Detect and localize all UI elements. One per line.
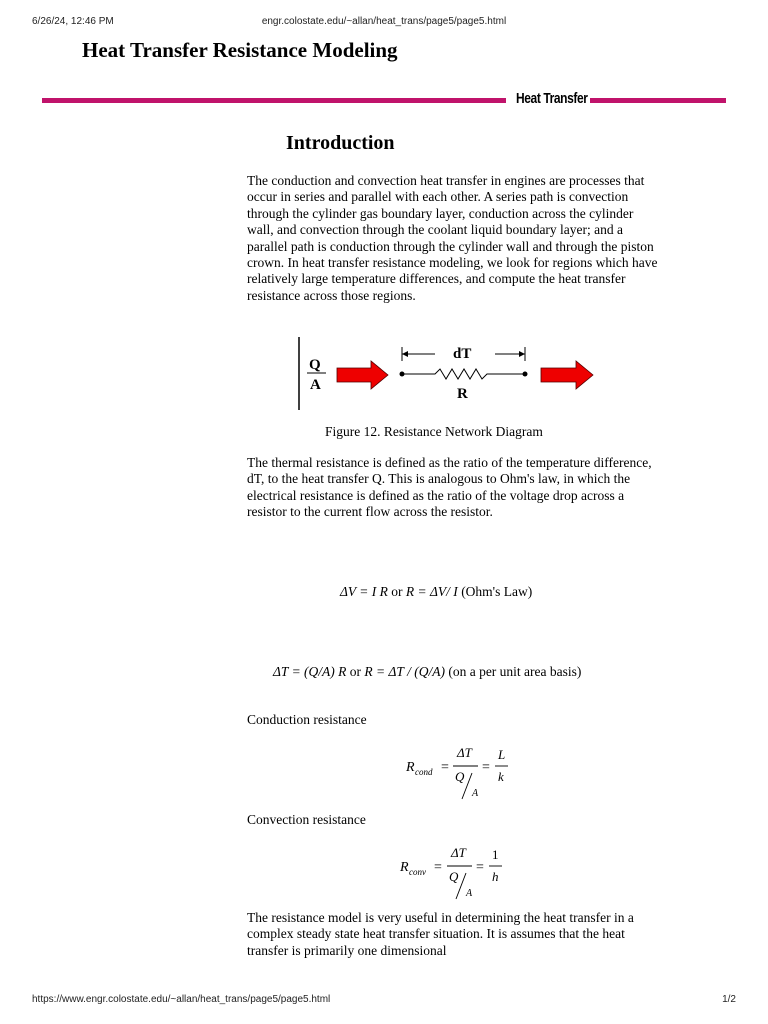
node-right xyxy=(523,372,528,377)
conv-r-subscript: conv xyxy=(409,867,426,877)
cond-delta-t: ΔT xyxy=(457,745,472,760)
banner-rule-left xyxy=(42,98,506,103)
heat-flow-arrow-left xyxy=(337,361,388,389)
conv-one: 1 xyxy=(492,847,499,862)
thermal-eq-lhs: ΔT = (Q/A) R xyxy=(273,664,347,679)
conv-eq-sign-1: = xyxy=(434,860,442,875)
section-heading: Introduction xyxy=(286,132,395,154)
page-count: 1/2 xyxy=(722,994,736,1005)
thermal-eq-note: (on a per unit area basis) xyxy=(444,664,582,679)
convection-resistance-formula xyxy=(396,842,516,902)
print-datetime: 6/26/24, 12:46 PM xyxy=(32,16,114,27)
conv-delta-t: ΔT xyxy=(451,845,466,860)
conv-q: Q xyxy=(449,869,459,884)
cond-k: k xyxy=(498,769,504,784)
intro-paragraph: The conduction and convection heat transfer in engines are processes that occur in series and parallel with each other. A series path is convection through the cylinder gas boundary layer, conduction across the cylinder wall, and convection through the coolant liquid boundary layer; and a parallel path is conduction through the cylinder wall and through the piston crown. In heat transfer resistance modeling, we look for regions which have relatively large temperature differences, and compute the heat transfer resistance across those regions. xyxy=(247,173,658,303)
resistance-model-paragraph: The resistance model is very useful in determining the heat transfer in a complex steady state heat transfer situation. It is assumes that the heat transfer is primarily one dimensional xyxy=(247,910,634,958)
ohms-law-note: (Ohm's Law) xyxy=(457,584,533,599)
banner-rule-right xyxy=(590,98,726,103)
cond-a: A xyxy=(472,788,479,799)
print-header-url: engr.colostate.edu/~allan/heat_trans/page5/page5.html xyxy=(261,16,507,27)
dt-arrowhead-left xyxy=(402,351,408,357)
thermal-eq-rhs: R = ΔT / (Q/A) xyxy=(364,664,445,679)
figure-dt-label: dT xyxy=(453,346,472,362)
print-footer xyxy=(32,994,736,1008)
print-header xyxy=(32,16,736,30)
conv-a: A xyxy=(466,888,473,899)
conduction-resistance-label: Conduction resistance xyxy=(247,712,367,727)
figure-caption: Figure 12. Resistance Network Diagram xyxy=(325,424,543,439)
convection-resistance-label: Convection resistance xyxy=(247,812,366,827)
heat-flow-arrow-right xyxy=(541,361,593,389)
dt-arrowhead-right xyxy=(519,351,525,357)
ohms-law-equation xyxy=(340,584,532,600)
conduction-resistance-formula xyxy=(402,742,522,802)
figure-r-label: R xyxy=(457,386,468,402)
figure-q-label: Q xyxy=(309,357,321,373)
cond-r-symbol: R xyxy=(406,760,415,775)
conv-r-symbol: R xyxy=(400,860,409,875)
conv-eq-sign-2: = xyxy=(476,860,484,875)
ohms-law-or: or xyxy=(387,584,406,599)
ohms-law-rhs: R = ΔV/ I xyxy=(405,584,458,599)
resistance-network-diagram xyxy=(295,335,600,415)
cond-r-subscript: cond xyxy=(415,767,433,777)
page-title: Heat Transfer Resistance Modeling xyxy=(82,38,398,62)
cond-eq-sign-1: = xyxy=(441,760,449,775)
print-footer-url: https://www.engr.colostate.edu/~allan/heat_trans/page5/page5.html xyxy=(32,994,331,1005)
thermal-resistance-equation xyxy=(273,664,581,680)
banner-label: Heat Transfer xyxy=(516,90,588,107)
cond-l: L xyxy=(498,747,506,762)
conv-h: h xyxy=(492,869,499,884)
cond-q: Q xyxy=(455,769,465,784)
thermal-resistance-paragraph: The thermal resistance is defined as the ratio of the temperature difference, dT, to the heat transfer Q. This is analogous to Ohm's law, in which the electrical resistance is defined as the ratio of the voltage drop across a resistor to the current flow across the resistor. xyxy=(247,455,652,520)
thermal-eq-or: or xyxy=(346,664,365,679)
heat-transfer-banner xyxy=(42,90,726,112)
figure-a-label: A xyxy=(310,377,321,393)
cond-eq-sign-2: = xyxy=(482,760,490,775)
resistor-symbol xyxy=(402,369,525,379)
ohms-law-lhs: ΔV = I R xyxy=(340,584,388,599)
